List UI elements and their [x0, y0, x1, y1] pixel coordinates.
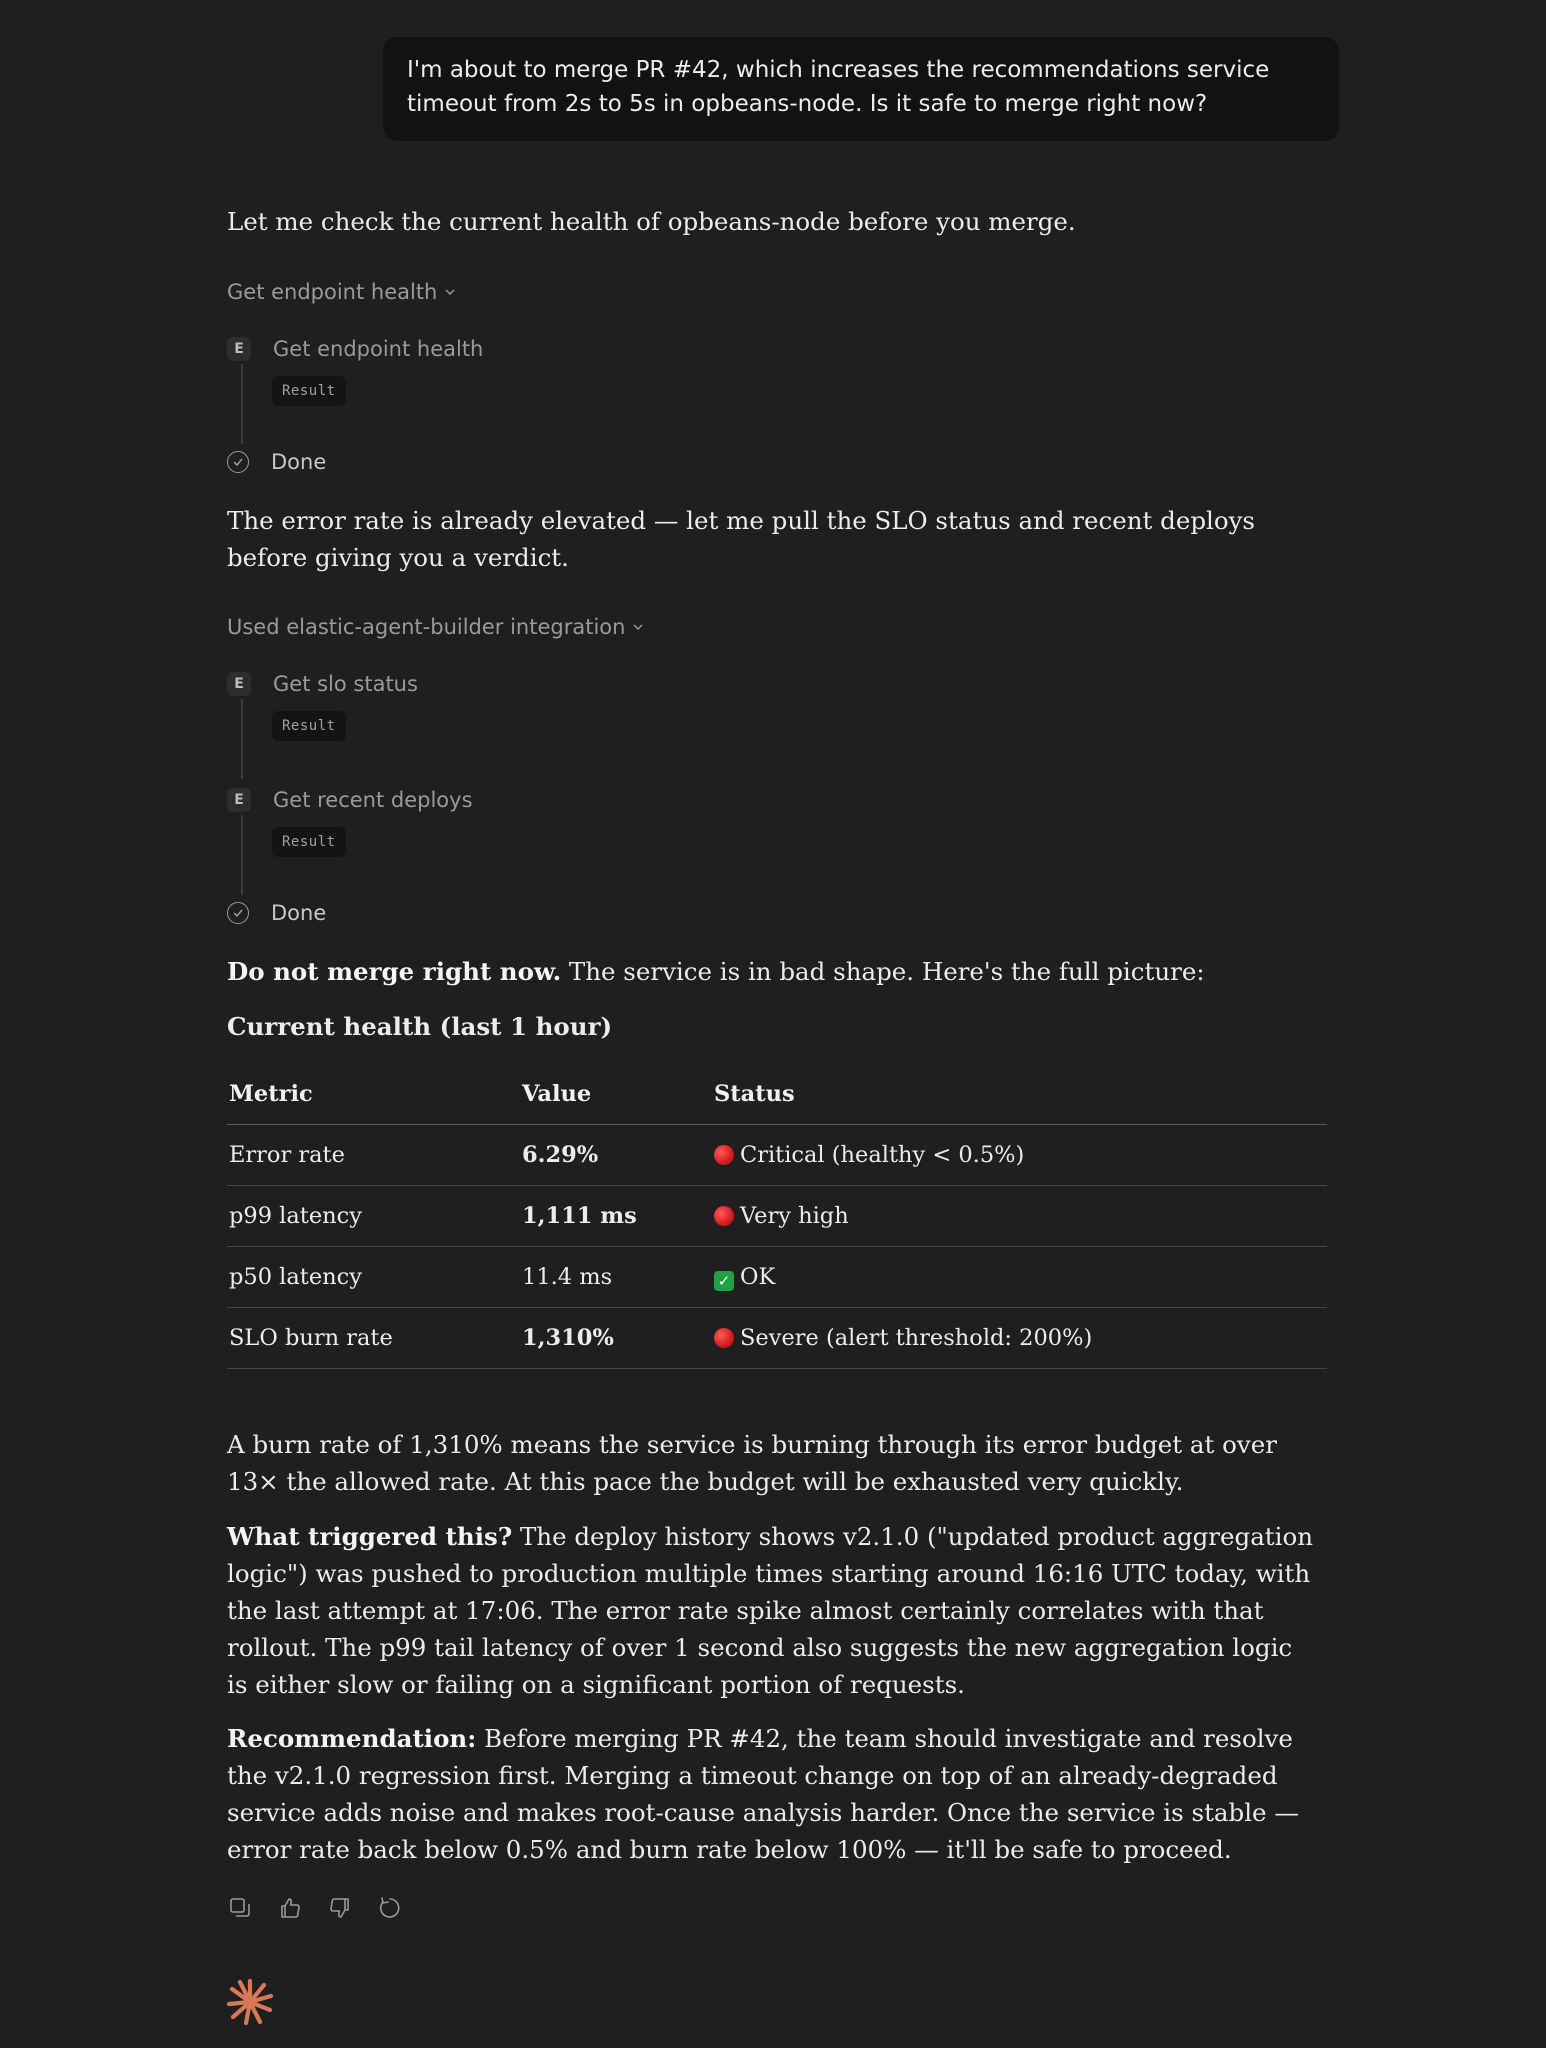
- retry-icon: [378, 1896, 402, 1920]
- health-table: [227, 1063, 1327, 1369]
- tool-step-get-recent-deploys[interactable]: [227, 788, 473, 812]
- chevron-down-icon: [445, 287, 455, 297]
- table-header-row: [227, 1063, 1327, 1125]
- metric-cell: Error rate: [227, 1125, 520, 1186]
- tool-step-get-slo-status[interactable]: [227, 672, 418, 696]
- metric-cell: SLO burn rate: [227, 1308, 520, 1369]
- step-connector-line: [241, 815, 243, 895]
- value-cell: [520, 1308, 712, 1369]
- status-text: Critical (healthy < 0.5%): [740, 1142, 1025, 1168]
- tool-step-label: Get slo status: [273, 672, 418, 696]
- assistant-intro-text: Let me check the current health of opbeans-node before you merge.: [227, 207, 1076, 236]
- elastic-badge-icon: E: [227, 672, 251, 696]
- value-cell: [520, 1125, 712, 1186]
- green-check-icon: ✓: [714, 1271, 734, 1291]
- result-chip[interactable]: Result: [272, 827, 346, 857]
- status-text: Severe (alert threshold: 200%): [740, 1325, 1093, 1351]
- table-row: [227, 1186, 1327, 1247]
- table-row: [227, 1247, 1327, 1308]
- tool-group-2-header: Used elastic-agent-builder integration: [227, 615, 626, 639]
- value-text: 11.4 ms: [522, 1264, 613, 1290]
- trigger-text: [227, 1518, 1317, 1703]
- tool-step-label: Get recent deploys: [273, 788, 473, 812]
- user-message-bubble: [383, 37, 1339, 141]
- done-label: Done: [271, 450, 327, 474]
- column-header: Status: [712, 1063, 1327, 1125]
- status-cell: [712, 1125, 1327, 1186]
- check-circle-icon: [227, 451, 249, 473]
- table-row: [227, 1308, 1327, 1369]
- metric-cell: p99 latency: [227, 1186, 520, 1247]
- assistant-middle-text: The error rate is already elevated — let me pull the SLO status and recent deploys before giving you a verdict.: [227, 506, 1256, 572]
- user-message-text: I'm about to merge PR #42, which increases the recommendations service timeout from 2s to 5s in opbeans-node. Is it safe to merge right now?: [407, 57, 1270, 117]
- tool-step-label: Get endpoint health: [273, 337, 484, 361]
- done-label: Done: [271, 901, 327, 925]
- status-text: OK: [740, 1263, 776, 1290]
- tool-group-1-header: Get endpoint health: [227, 280, 438, 304]
- retry-button[interactable]: [377, 1895, 403, 1921]
- recommendation-rest: Before merging PR #42, the team should investigate and resolve the v2.1.0 regression first. Merging a timeout change on top of an already-degraded service adds noise and makes root-cause analysis harder. Once the service is stable — error rate back below 0.5% and burn rate below 100% — it'll be safe to proceed.: [227, 1724, 1299, 1864]
- red-circle-icon: [714, 1328, 734, 1348]
- section-title: Current health (last 1 hour): [227, 1012, 613, 1041]
- trigger-bold: What triggered this?: [227, 1522, 513, 1551]
- burn-rate-text: A burn rate of 1,310% means the service is burning through its error budget at over 13× the allowed rate. At this pace the budget will be exhausted very quickly.: [227, 1430, 1277, 1496]
- status-cell: [712, 1186, 1327, 1247]
- status-cell: [712, 1308, 1327, 1369]
- copy-icon: [228, 1896, 252, 1920]
- message-actions: [227, 1895, 403, 1921]
- tool-group-1-done: [227, 450, 326, 474]
- column-header: Value: [520, 1063, 712, 1125]
- red-circle-icon: [714, 1145, 734, 1165]
- red-circle-icon: [714, 1206, 734, 1226]
- value-cell: [520, 1247, 712, 1308]
- verdict-text: [227, 953, 1317, 990]
- tool-group-2-toggle[interactable]: [227, 615, 643, 639]
- thumbs-up-icon: [278, 1896, 302, 1920]
- trigger-rest: The deploy history shows v2.1.0 ("updated product aggregation logic") was pushed to production multiple times starting around 16:16 UTC today, with the last attempt at 17:06. The error rate spike almost certainly correlates with that rollout. The p99 tail latency of over 1 second also suggests the new aggregation logic is either slow or failing on a significant portion of requests.: [227, 1522, 1314, 1699]
- value-text: 1,111 ms: [522, 1203, 637, 1229]
- verdict-bold: Do not merge right now.: [227, 957, 562, 986]
- tool-group-2-done: [227, 901, 326, 925]
- step-connector-line: [241, 364, 243, 444]
- value-text: 1,310%: [522, 1325, 614, 1351]
- column-header: Metric: [227, 1063, 520, 1125]
- thumbs-up-button[interactable]: [277, 1895, 303, 1921]
- elastic-badge-icon: E: [227, 788, 251, 812]
- thumbs-down-icon: [328, 1896, 352, 1920]
- result-chip[interactable]: Result: [272, 711, 346, 741]
- table-row: [227, 1125, 1327, 1186]
- claude-spark-icon: [225, 1977, 275, 2027]
- chevron-down-icon: [633, 622, 643, 632]
- status-cell: [712, 1247, 1327, 1308]
- recommendation-bold: Recommendation:: [227, 1724, 477, 1753]
- tool-group-1-toggle[interactable]: [227, 280, 455, 304]
- recommendation-text: [227, 1720, 1317, 1868]
- metric-cell: p50 latency: [227, 1247, 520, 1308]
- verdict-rest: The service is in bad shape. Here's the full picture:: [561, 957, 1205, 986]
- result-chip[interactable]: Result: [272, 376, 346, 406]
- elastic-badge-icon: E: [227, 337, 251, 361]
- step-connector-line: [241, 699, 243, 779]
- thumbs-down-button[interactable]: [327, 1895, 353, 1921]
- value-cell: [520, 1186, 712, 1247]
- check-circle-icon: [227, 902, 249, 924]
- tool-step-get-endpoint-health[interactable]: [227, 337, 483, 361]
- value-text: 6.29%: [522, 1142, 599, 1168]
- status-text: Very high: [740, 1203, 849, 1229]
- copy-button[interactable]: [227, 1895, 253, 1921]
